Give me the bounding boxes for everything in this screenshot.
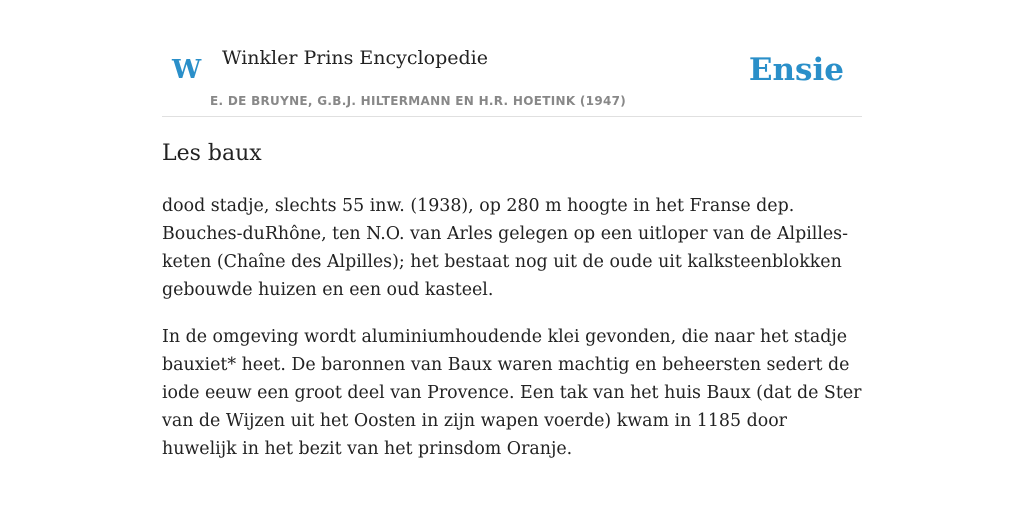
page-header [162, 0, 862, 117]
article-body [162, 192, 862, 482]
source-authors: E. DE BRUYNE, G.B.J. HILTERMANN EN H.R. HOETINK (1947) [210, 94, 627, 108]
article-title: Les baux [162, 141, 262, 166]
article-paragraph: dood stadje, slechts 55 inw. (1938), op 280 m hoogte in het Franse dep. Bouches-duRhône, ten N.O. van Arles gelegen op een uitloper van de Alpilles-keten (Chaîne des Alpilles); het bestaat nog uit de oude uit kalksteenblokken gebouwde huizen en een oud kasteel. [162, 196, 848, 300]
ensie-brand-link[interactable]: Ensie [748, 52, 844, 88]
winkler-prins-logo[interactable]: W [172, 55, 202, 85]
source-title[interactable]: Winkler Prins Encyclopedie [222, 47, 488, 69]
article-paragraph: In de omgeving wordt aluminiumhoudende klei gevonden, die naar het stadje bauxiet* heet. De baronnen van Baux waren machtig en beheersten sedert de iode eeuw een groot deel van Provence. Een tak van het huis Baux (dat de Ster van de Wijzen uit het Oosten in zijn wapen voerde) kwam in 1185 door huwelijk in het bezit van het prinsdom Oranje. [162, 327, 862, 459]
